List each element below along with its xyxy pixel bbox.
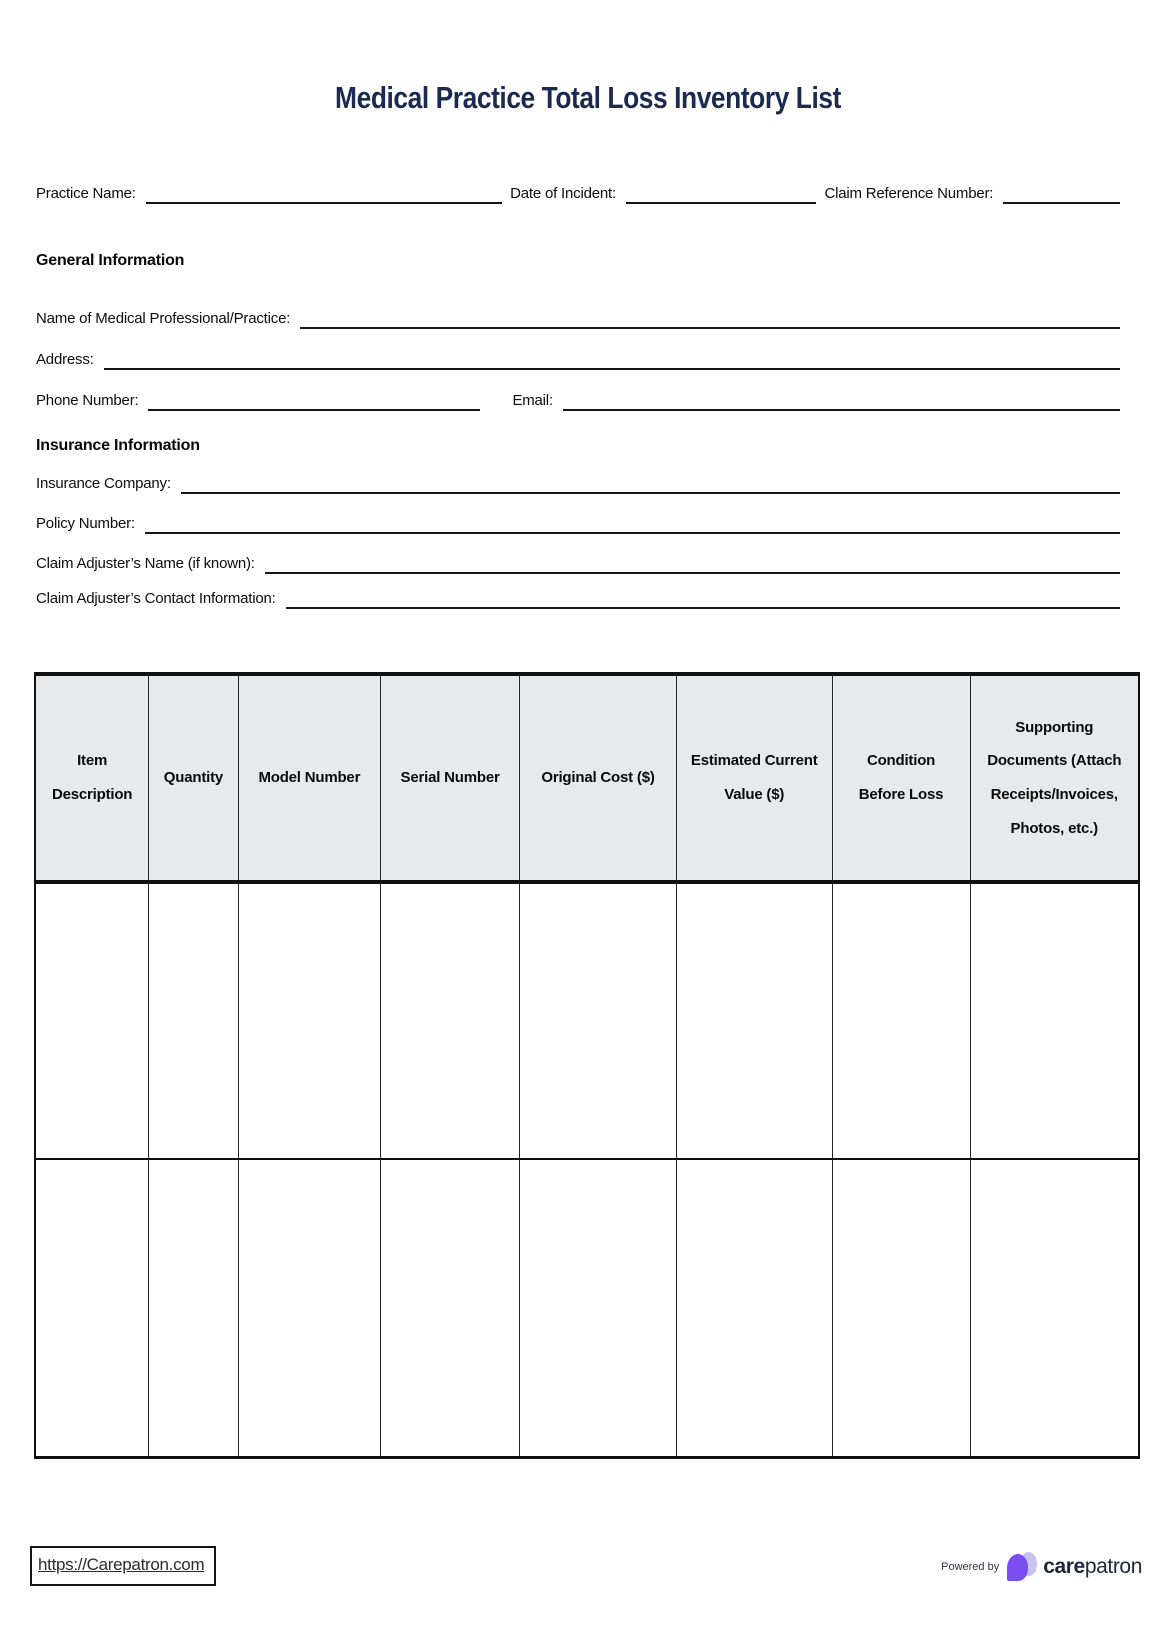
insurance-company-field (36, 468, 1120, 494)
practice-name-input[interactable] (146, 182, 502, 204)
date-of-incident-label: Date of Incident: (510, 185, 616, 202)
table-cell[interactable] (832, 1159, 970, 1457)
table-row (35, 882, 1139, 1159)
general-info-heading: General Information (36, 252, 185, 269)
table-cell[interactable] (676, 882, 832, 1159)
policy-number-input[interactable] (145, 512, 1120, 534)
adjuster-name-label: Claim Adjuster’s Name (if known): (36, 555, 255, 572)
email-label: Email: (512, 392, 553, 409)
email-field (480, 389, 1120, 411)
table-cell[interactable] (832, 882, 970, 1159)
medical-professional-name-field (36, 303, 1120, 329)
table-header-row (35, 674, 1139, 882)
table-cell[interactable] (149, 882, 238, 1159)
carepatron-wordmark (1043, 1555, 1142, 1579)
adjuster-name-input[interactable] (265, 552, 1120, 574)
claim-reference-field (816, 182, 1120, 204)
adjuster-name-field (36, 548, 1120, 574)
practice-name-label: Practice Name: (36, 185, 136, 202)
phone-number-field (36, 389, 480, 411)
brand-patron-text: patron (1084, 1555, 1142, 1578)
brand-care-text: care (1043, 1555, 1085, 1578)
top-fields-row (36, 178, 1120, 204)
medical-professional-name-label: Name of Medical Professional/Practice: (36, 310, 291, 327)
website-link-box (30, 1546, 216, 1586)
powered-by-block (941, 1552, 1142, 1582)
carepatron-logo-purple-shape (1007, 1554, 1028, 1581)
table-cell[interactable] (238, 882, 380, 1159)
phone-number-input[interactable] (148, 389, 480, 411)
powered-by-label: Powered by (941, 1561, 1000, 1573)
table-cell[interactable] (238, 1159, 380, 1457)
table-cell[interactable] (676, 1159, 832, 1457)
insurance-company-input[interactable] (181, 472, 1120, 494)
table-cell[interactable] (520, 882, 677, 1159)
table-cell[interactable] (970, 882, 1139, 1159)
address-label: Address: (36, 351, 94, 368)
col-header-serial-number: Serial Number (381, 674, 520, 882)
adjuster-contact-label: Claim Adjuster’s Contact Information: (36, 590, 276, 607)
phone-email-row (36, 385, 1120, 411)
adjuster-contact-field (36, 583, 1120, 609)
phone-number-label: Phone Number: (36, 392, 139, 409)
medical-professional-name-input[interactable] (300, 307, 1120, 329)
address-input[interactable] (104, 348, 1120, 370)
adjuster-contact-input[interactable] (286, 587, 1120, 609)
insurance-company-label: Insurance Company: (36, 475, 171, 492)
page-title: Medical Practice Total Loss Inventory List (335, 80, 841, 115)
policy-number-field (36, 508, 1120, 534)
col-header-condition-before-loss: Condition Before Loss (832, 674, 970, 882)
date-of-incident-input[interactable] (626, 182, 817, 204)
policy-number-label: Policy Number: (36, 515, 135, 532)
col-header-original-cost: Original Cost ($) (520, 674, 677, 882)
col-header-model-number: Model Number (238, 674, 380, 882)
table-cell[interactable] (381, 882, 520, 1159)
address-field (36, 344, 1120, 370)
practice-name-field (36, 182, 502, 204)
claim-reference-label: Claim Reference Number: (824, 185, 994, 202)
table-cell[interactable] (35, 882, 149, 1159)
table-row (35, 1159, 1139, 1457)
date-of-incident-field (502, 182, 816, 204)
insurance-info-heading: Insurance Information (36, 437, 200, 454)
claim-reference-input[interactable] (1003, 182, 1120, 204)
table-cell[interactable] (520, 1159, 677, 1457)
table-cell[interactable] (381, 1159, 520, 1457)
col-header-item-description: Item Description (35, 674, 149, 882)
col-header-quantity: Quantity (149, 674, 238, 882)
col-header-supporting-documents: Supporting Documents (Attach Receipts/Invoices, Photos, etc.) (970, 674, 1139, 882)
website-link[interactable]: https://Carepatron.com (38, 1555, 205, 1574)
table-cell[interactable] (149, 1159, 238, 1457)
email-input[interactable] (563, 389, 1120, 411)
table-cell[interactable] (970, 1159, 1139, 1457)
col-header-estimated-current-value: Estimated Current Value ($) (676, 674, 832, 882)
carepatron-logo-icon (1007, 1552, 1039, 1582)
table-cell[interactable] (35, 1159, 149, 1457)
inventory-table (34, 672, 1140, 1459)
